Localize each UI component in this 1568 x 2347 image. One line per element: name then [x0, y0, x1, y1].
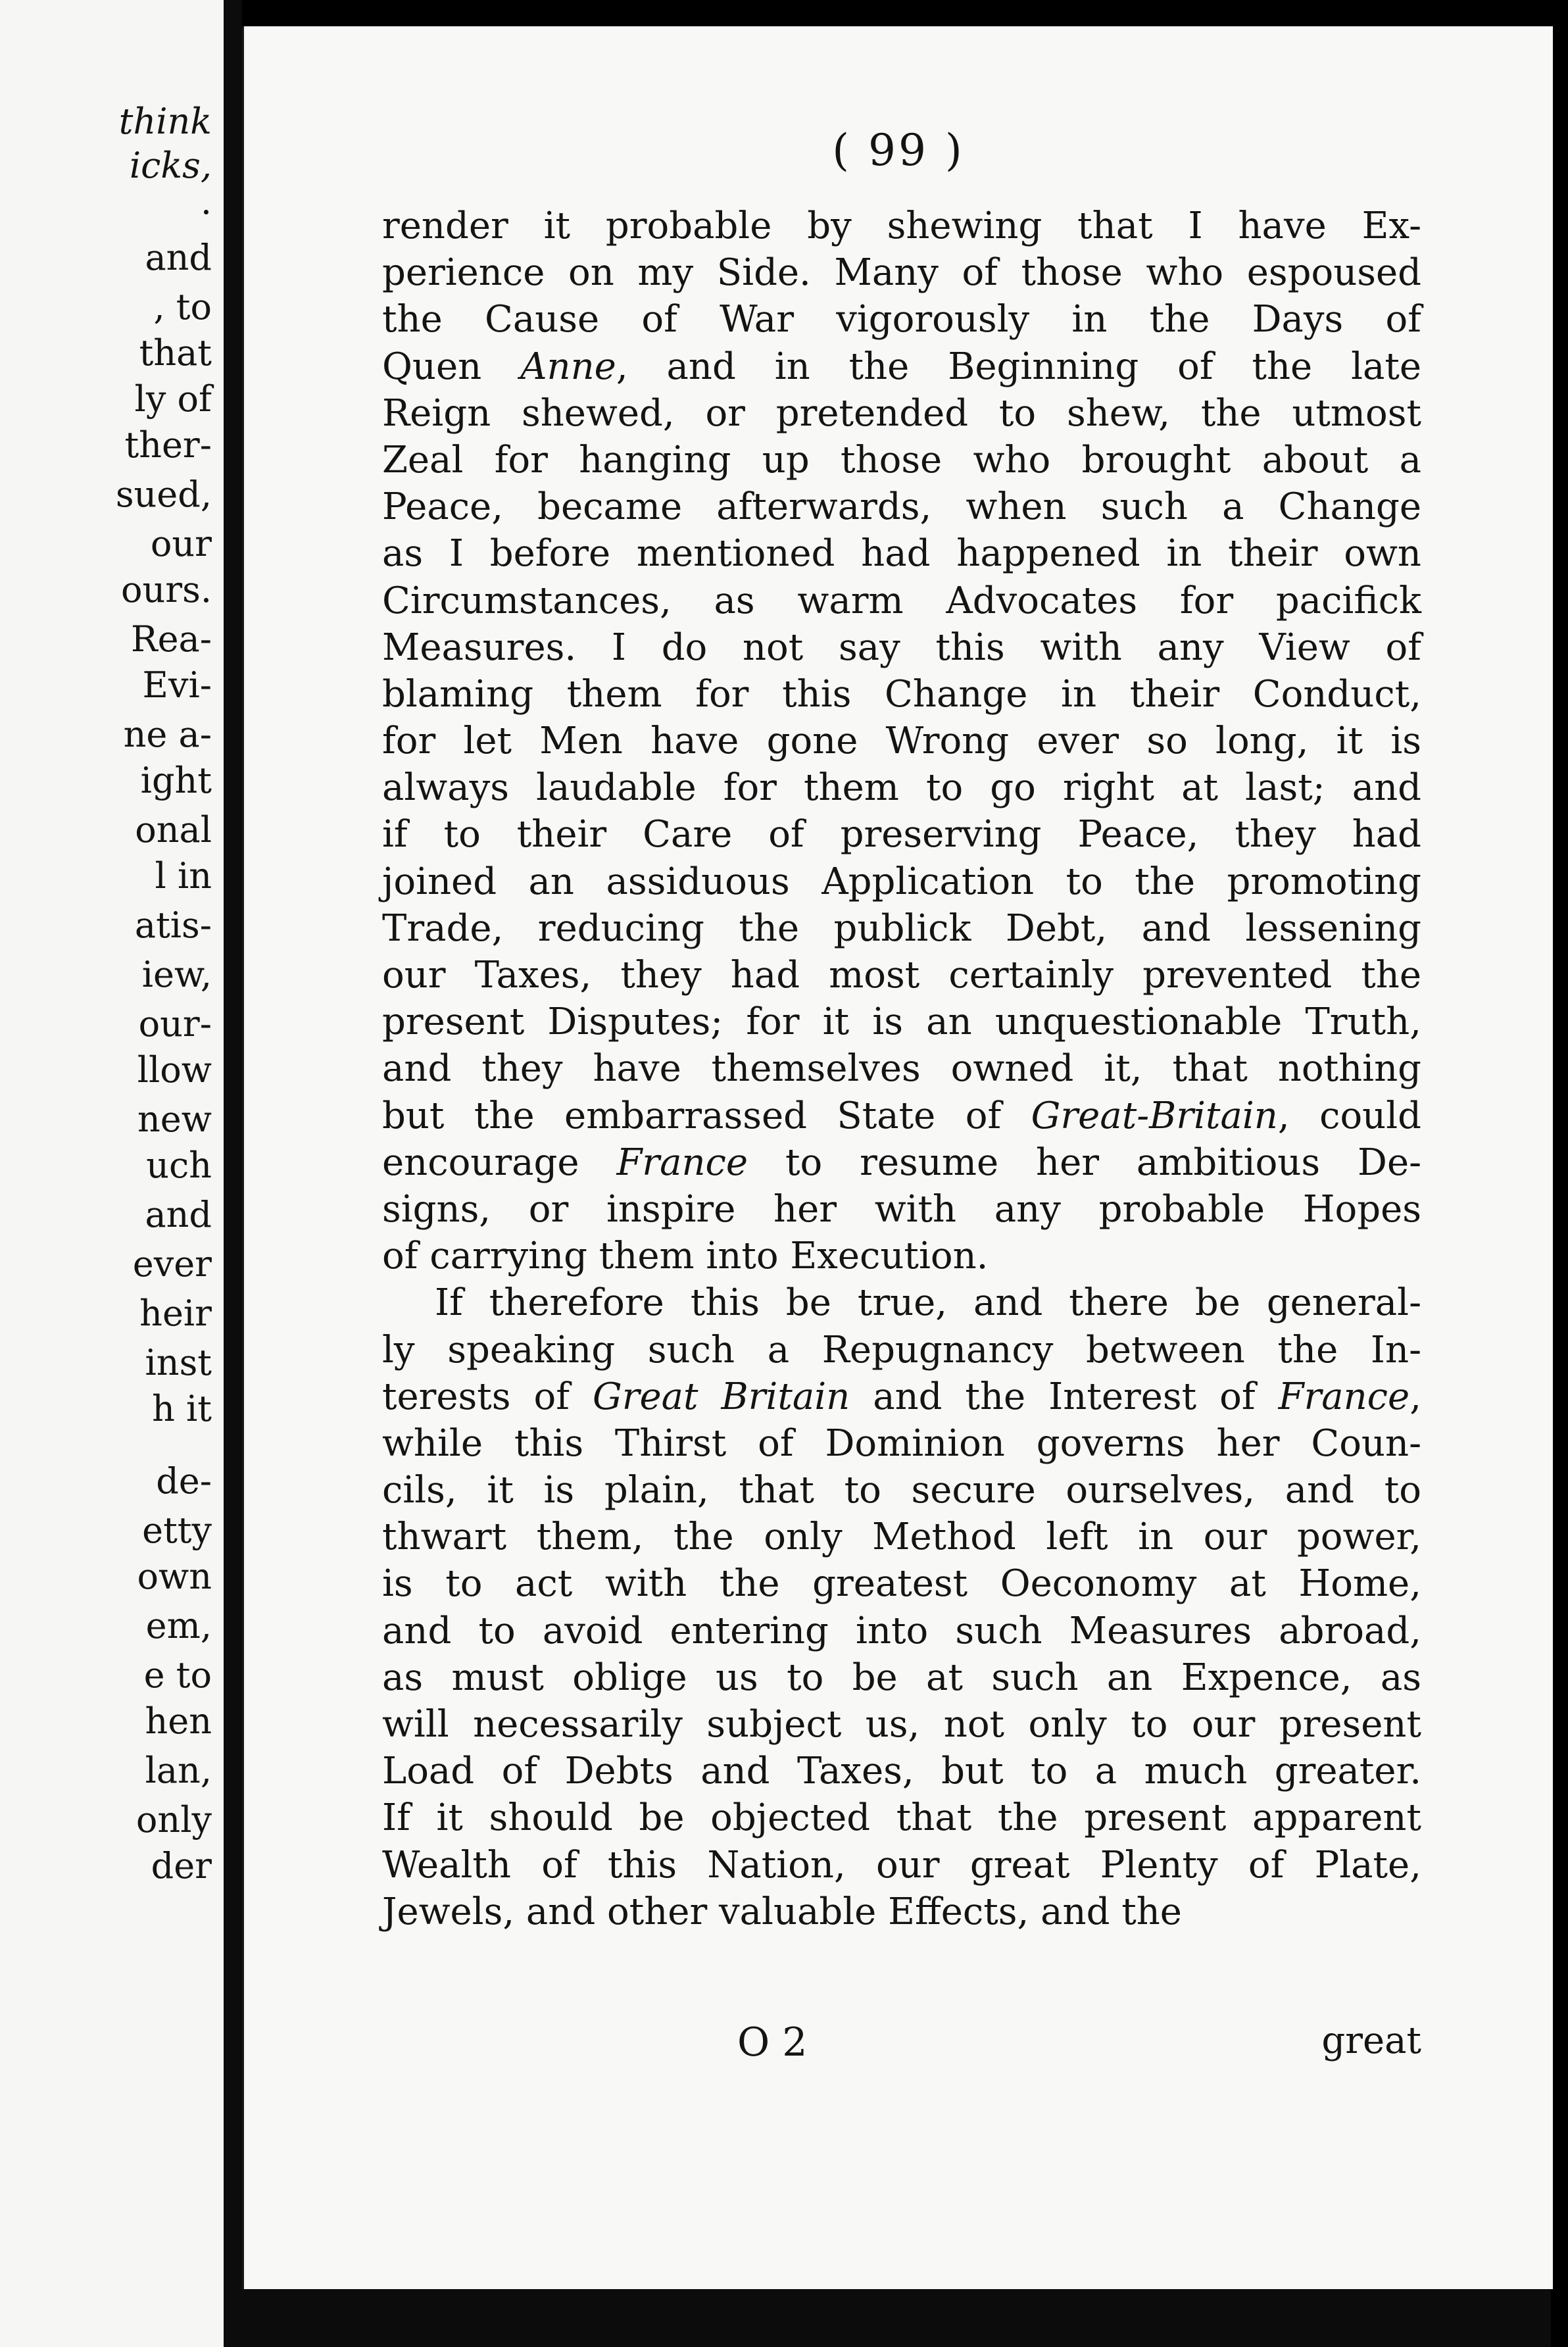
text-line: Peace, became afterwards, when such a Change: [382, 485, 1421, 529]
text-line: the Cause of War vigorously in the Days of: [382, 298, 1421, 341]
book-gutter: [224, 0, 242, 2347]
text-line: perience on my Side. Many of those who espoused: [382, 251, 1421, 295]
left-page-fragment-line: atis-: [134, 904, 212, 946]
left-page-fragment-line: ight: [140, 760, 212, 801]
text-line: is to act with the greatest Oeconomy at Home,: [382, 1562, 1421, 1606]
body-text: [382, 203, 1421, 1935]
text-line: Circumstances, as warm Advocates for pacifick: [382, 579, 1421, 622]
text-line: Zeal for hanging up those who brought about a: [382, 438, 1421, 482]
left-page-fragment-line: hen: [145, 1700, 212, 1742]
left-page-fragment-line: ly of: [134, 378, 212, 420]
left-page-fragment-line: own: [137, 1556, 212, 1597]
left-page-fragment-line: em,: [145, 1605, 212, 1646]
text-line: present Disputes; for it is an unquestionable Truth,: [382, 1001, 1421, 1044]
text-line: Wealth of this Nation, our great Plenty of Plate,: [382, 1843, 1421, 1887]
text-line: encourage France to resume her ambitious De-: [382, 1141, 1422, 1184]
text-line: Measures. I do not say this with any View of: [382, 626, 1421, 669]
left-page-fragment-line: ne a-: [123, 714, 212, 755]
left-page-fragment-line: onal: [135, 809, 212, 851]
text-line: for let Men have gone Wrong ever so long, it is: [382, 720, 1421, 763]
text-line: If it should be objected that the present apparent: [382, 1796, 1421, 1840]
left-page-fragment-line: new: [137, 1099, 212, 1140]
text-line: joined an assiduous Application to the promoting: [382, 860, 1421, 903]
text-line: if to their Care of preserving Peace, they had: [382, 813, 1421, 856]
left-page-fragment: [0, 0, 224, 2347]
left-page-fragment-line: ther-: [124, 424, 212, 466]
text-line: thwart them, the only Method left in our power,: [382, 1516, 1421, 1559]
text-line: Load of Debts and Taxes, but to a much greater.: [382, 1750, 1421, 1793]
text-line: Quen Anne, and in the Beginning of the late: [382, 345, 1422, 388]
text-line: blaming them for this Change in their Conduct,: [382, 672, 1421, 716]
left-page-fragment-line: our-: [138, 1003, 212, 1045]
text-line: and they have themselves owned it, that nothing: [382, 1047, 1421, 1091]
text-line: while this Thirst of Dominion governs her Coun-: [382, 1421, 1421, 1465]
left-page-fragment-line: that: [139, 332, 212, 374]
left-page-fragment-line: lan,: [145, 1750, 212, 1791]
left-page-fragment-line: inst: [145, 1342, 212, 1383]
text-line: Jewels, and other valuable Effects, and the: [382, 1890, 1182, 1933]
left-page-fragment-line: ever: [132, 1243, 212, 1285]
right-page: [242, 26, 1553, 2289]
left-page-fragment-line: llow: [137, 1049, 212, 1091]
page-number: ( 99 ): [832, 125, 965, 176]
left-page-fragment-line: de-: [156, 1460, 212, 1502]
left-page-fragment-line: and: [145, 237, 212, 278]
text-line: If therefore this be true, and there be general-: [435, 1281, 1421, 1325]
text-line: our Taxes, they had most certainly prevented the: [382, 954, 1421, 997]
left-page-fragment-line: , to: [153, 286, 212, 328]
text-line: will necessarily subject us, not only to our present: [382, 1703, 1421, 1746]
bottom-edge: [242, 2289, 1551, 2347]
text-line: as must oblige us to be at such an Expence, as: [382, 1656, 1421, 1699]
left-page-fragment-line: only: [135, 1799, 212, 1841]
text-line: Trade, reducing the publick Debt, and lessening: [382, 906, 1421, 950]
text-line: of carrying them into Execution.: [382, 1235, 989, 1278]
text-line: cils, it is plain, that to secure ourselves, and to: [382, 1469, 1421, 1512]
text-line: terests of Great Britain and the Interest of France,: [382, 1375, 1421, 1418]
text-line: but the embarrassed State of Great-Britain, could: [382, 1094, 1421, 1137]
text-line: signs, or inspire her with any probable Hopes: [382, 1187, 1421, 1231]
left-page-fragment-line: our: [150, 523, 212, 564]
left-page-fragment-line: ours.: [121, 569, 212, 610]
left-page-fragment-line: l in: [155, 855, 212, 897]
left-page-fragment-line: icks,: [129, 145, 212, 186]
text-line: and to avoid entering into such Measures abroad,: [382, 1609, 1421, 1652]
left-page-fragment-line: sued,: [115, 474, 212, 515]
left-page-fragment-line: iew,: [141, 954, 212, 995]
left-page-fragment-line: .: [200, 181, 212, 222]
left-page-fragment-line: etty: [142, 1510, 212, 1551]
left-page-fragment-line: e to: [143, 1654, 212, 1696]
left-page-fragment-line: h it: [152, 1388, 212, 1429]
left-page-fragment-line: uch: [146, 1145, 212, 1186]
left-page-fragment-line: Rea-: [130, 618, 212, 660]
text-line: Reign shewed, or pretended to shew, the utmost: [382, 391, 1421, 435]
catchword: great: [1321, 2019, 1421, 2062]
left-page-fragment-line: and: [145, 1194, 212, 1235]
signature-mark: O 2: [737, 2019, 808, 2065]
text-line: ly speaking such a Repugnancy between the In-: [382, 1328, 1421, 1371]
left-page-fragment-line: Evi-: [142, 664, 212, 706]
text-line: as I before mentioned had happened in their own: [382, 532, 1421, 576]
text-line: render it probable by shewing that I have Ex-: [382, 205, 1421, 247]
left-page-fragment-line: think: [118, 101, 212, 142]
text-line: always laudable for them to go right at last; and: [382, 766, 1421, 810]
left-page-fragment-line: der: [151, 1845, 212, 1887]
left-page-fragment-line: heir: [139, 1293, 212, 1334]
